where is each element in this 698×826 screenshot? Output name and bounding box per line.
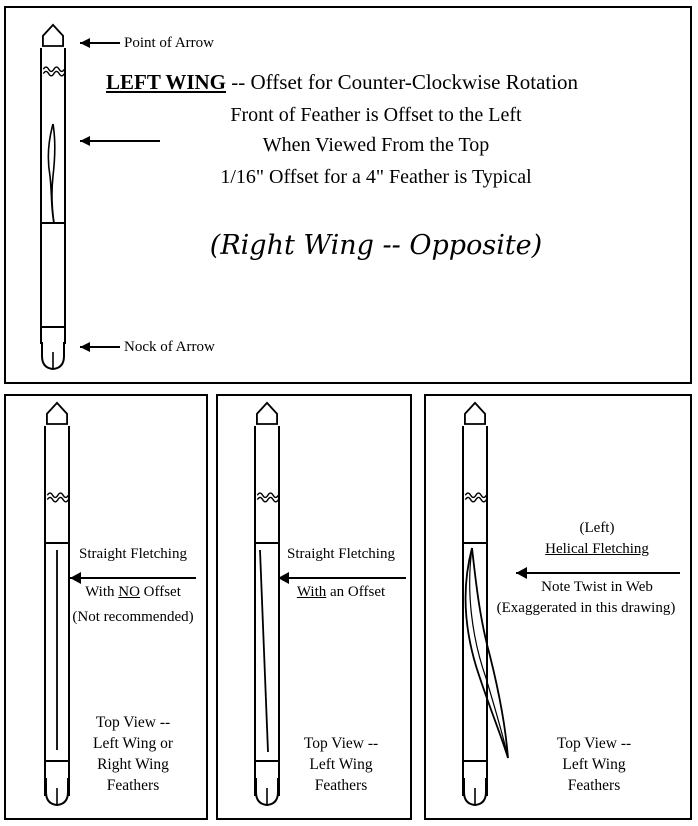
p2-caption-2 (274, 584, 408, 601)
panel-top (4, 6, 692, 384)
crest-wave-icon (44, 490, 70, 504)
fletch-band-bottom (40, 326, 66, 328)
crest-wave-icon (40, 64, 66, 78)
arrow-shaft-top (40, 24, 66, 366)
heading-line-1 (106, 70, 578, 95)
p2-view-line-1: Top View -- (303, 735, 379, 752)
arrow-nock-icon (40, 342, 66, 370)
left-arrow-icon-nock (78, 340, 120, 354)
p2-view-line-3: Feathers (314, 777, 368, 794)
p3-view-line-2: Left Wing (562, 756, 626, 773)
arrow-point-icon (462, 402, 488, 424)
arrow-point-icon (40, 24, 66, 46)
p3-caption-3: Note Twist in Web (541, 579, 653, 595)
arrow-point-icon (254, 402, 280, 424)
fletch-band-top (462, 542, 488, 544)
fletch-band-top (44, 542, 70, 544)
left-arrow-icon-p2 (276, 571, 406, 585)
p1-view-line-1: Top View -- (95, 714, 171, 731)
point-of-arrow-label: Point of Arrow (124, 35, 214, 51)
p3-view-line-3: Feathers (567, 777, 621, 794)
feather-icon (42, 124, 64, 224)
p2-view-line-2: Left Wing (309, 756, 373, 773)
panel-helical (424, 394, 692, 820)
right-wing-note: (Right Wing -- Opposite) (209, 230, 543, 261)
heading-line-2: Front of Feather is Offset to the Left (230, 104, 522, 126)
panel-straight-no-offset (4, 394, 208, 820)
panel-straight-with-offset (216, 394, 412, 820)
p2-caption-1: Straight Fletching (287, 546, 395, 562)
p1-caption-1: Straight Fletching (79, 546, 187, 562)
p1-caption-2-no: NO (118, 584, 140, 600)
p1-caption-2-pre: With (85, 584, 119, 600)
feather-icon (48, 550, 66, 750)
arrow-shaft-p3 (462, 402, 488, 814)
p1-view-line-2: Left Wing or (92, 735, 173, 752)
arrow-point-icon (44, 402, 70, 424)
heading-line-4: 1/16" Offset for a 4" Feather is Typical (220, 166, 532, 188)
arrow-nock-icon (462, 778, 488, 806)
crest-wave-icon (254, 490, 280, 504)
p1-view-line-3: Right Wing (97, 756, 169, 773)
heading-line-3: When Viewed From the Top (262, 134, 490, 156)
p3-caption-1: (Left) (579, 520, 615, 536)
fletch-band-top (254, 542, 280, 544)
left-arrow-icon-p3 (514, 566, 680, 580)
nock-of-arrow-label: Nock of Arrow (124, 339, 215, 355)
heading-left-wing: LEFT WING (106, 70, 227, 94)
p3-view-line-1: Top View -- (556, 735, 632, 752)
p3-caption-2: Helical Fletching (545, 541, 649, 557)
left-arrow-icon-p1 (68, 571, 196, 585)
p1-caption-2 (68, 584, 198, 601)
left-arrow-icon-point (78, 36, 120, 50)
heading-rest: -- Offset for Counter-Clockwise Rotation (226, 70, 579, 94)
p1-caption-2-post: Offset (139, 584, 181, 600)
p2-caption-2-with: With (296, 584, 327, 600)
crest-wave-icon (462, 490, 488, 504)
p1-caption-3: (Not recommended) (72, 609, 194, 625)
p1-view-line-4: Feathers (106, 777, 160, 794)
p3-caption-4: (Exaggerated in this drawing) (496, 600, 676, 616)
p2-caption-2-post: an Offset (326, 584, 386, 600)
